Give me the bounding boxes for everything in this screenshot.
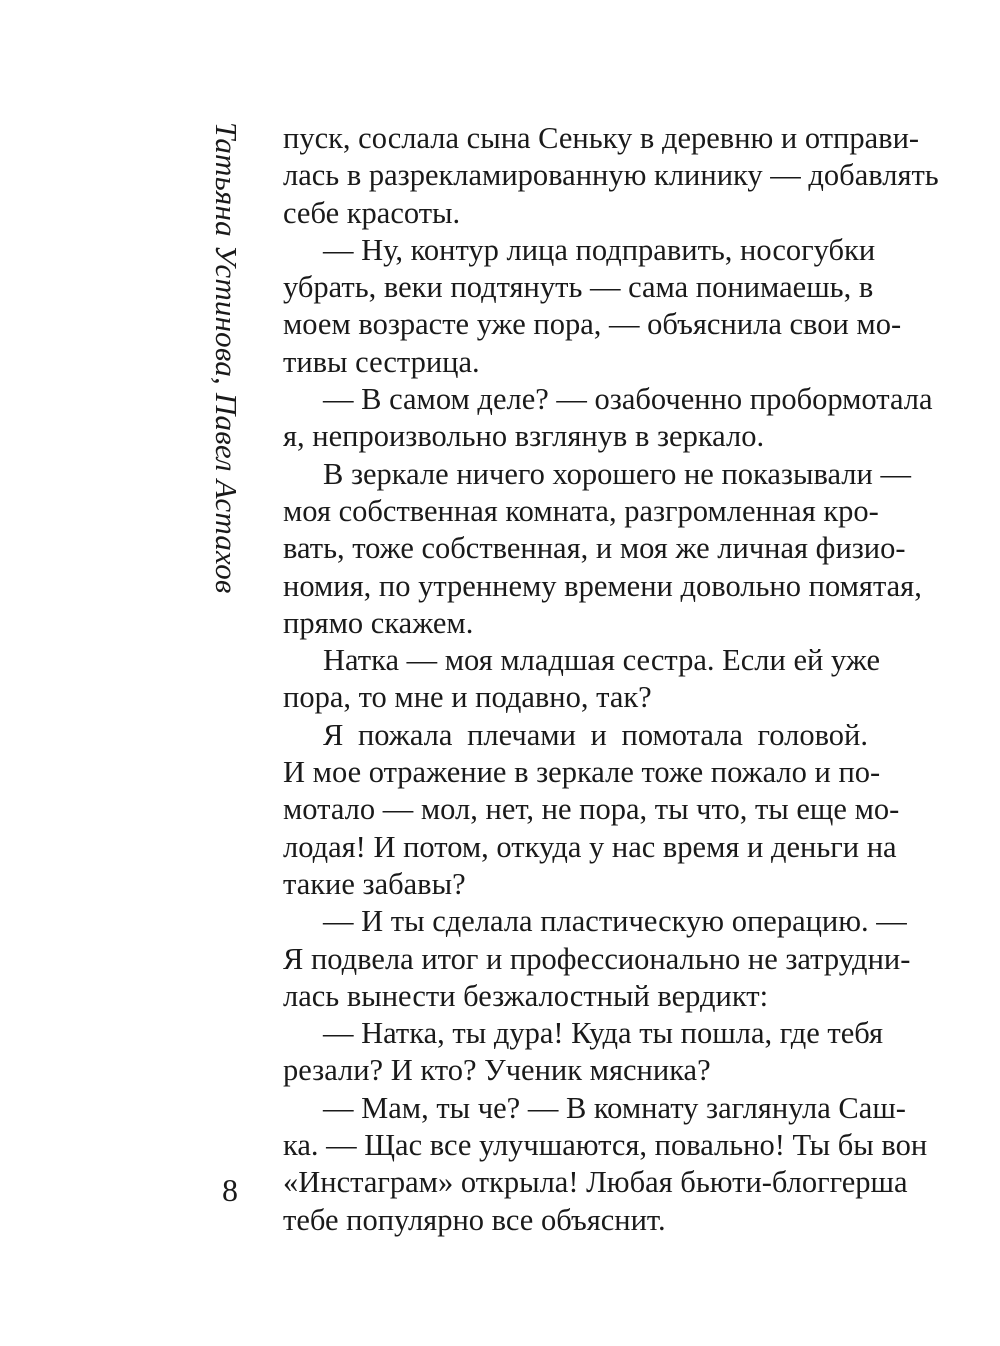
text-line: моем возрасте уже пора, — объяснила свои мо- — [283, 307, 902, 342]
text-line: лась в разрекламированную клинику — добавлять — [283, 158, 939, 193]
page-number: 8 — [222, 1172, 238, 1208]
body-text — [283, 120, 939, 1239]
text-line: себе красоты. — [283, 195, 461, 230]
text-line: такие забавы? — [283, 866, 466, 901]
text-line: — Мам, ты че? — В комнату заглянула Саш- — [323, 1090, 906, 1125]
text-line: Я подвела итог и профессионально не затрудни- — [283, 941, 911, 976]
text-line: — И ты сделала пластическую операцию. — — [323, 904, 907, 939]
text-line: пуск, сослала сына Сеньку в деревню и отправи- — [283, 121, 920, 155]
text-line: номия, по утреннему времени довольно помятая, — [283, 568, 922, 603]
text-line: пора, то мне и подавно, так? — [283, 680, 652, 715]
text-line: И мое отражение в зеркале тоже пожало и по- — [283, 755, 881, 790]
text-line: — Ну, контур лица подправить, носогубки — [323, 232, 876, 267]
text-line: лодая! И потом, откуда у нас время и деньги на — [283, 829, 897, 864]
text-line: мотало — мол, нет, не пора, ты что, ты еще мо- — [283, 792, 900, 827]
text-line: лась вынести безжалостный вердикт: — [283, 978, 769, 1013]
text-line: Натка — моя младшая сестра. Если ей уже — [323, 643, 880, 678]
text-line: «Инстаграм» открыла! Любая бьюти-блоггерша — [283, 1165, 908, 1200]
text-line: тебе популярно все объяснит. — [283, 1202, 666, 1237]
text-line: ка. — Щас все улучшаются, повально! Ты бы вон — [283, 1128, 928, 1163]
text-line: тивы сестрица. — [283, 344, 480, 379]
text-line: вать, тоже собственная, и моя же личная физио- — [283, 531, 906, 566]
text-line: резали? И кто? Ученик мясника? — [283, 1053, 711, 1088]
text-line: — В самом деле? — озабоченно пробормотала — [323, 382, 933, 417]
text-line: я, непроизвольно взглянув в зеркало. — [283, 419, 765, 454]
running-head: Татьяна Устинова, Павел Астахов — [209, 122, 244, 594]
text-line: — Натка, ты дура! Куда ты пошла, где тебя — [323, 1016, 884, 1051]
text-line: убрать, веки подтянуть — сама понимаешь, в — [283, 270, 874, 305]
text-line: прямо скажем. — [283, 605, 474, 640]
text-line: моя собственная комната, разгромленная кро- — [283, 493, 879, 528]
text-line: В зеркале ничего хорошего не показывали — — [323, 456, 911, 491]
text-line: Я пожала плечами и помотала головой. — [323, 717, 868, 752]
